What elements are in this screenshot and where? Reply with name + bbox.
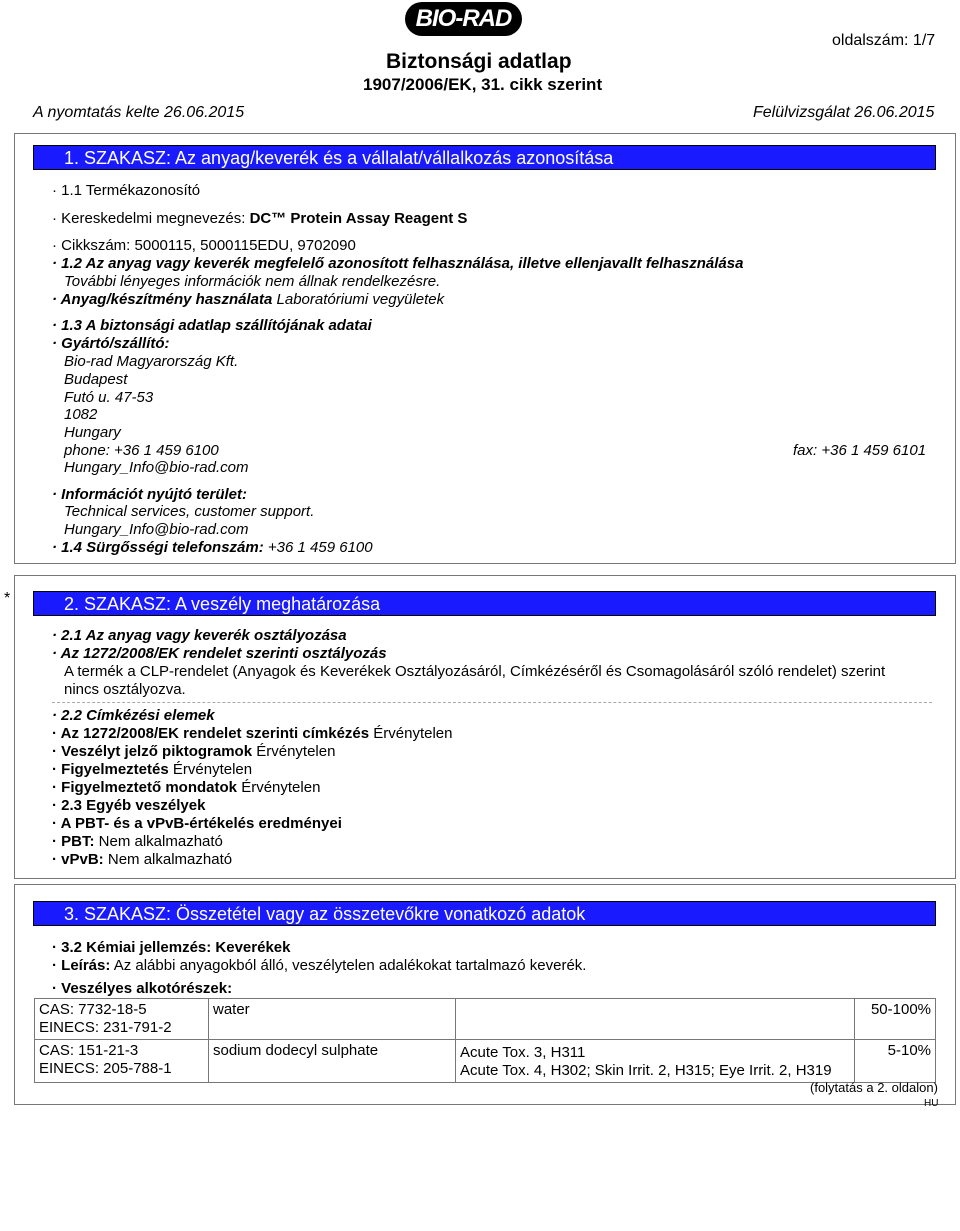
s1-address-company: Bio-rad Magyarország Kft.: [64, 353, 239, 370]
s2-classification: · 2.1 Az anyag vagy keverék osztályozása: [52, 627, 347, 644]
s1-address-country: Hungary: [64, 424, 121, 441]
s1-trade-name: [52, 210, 467, 228]
s1-address-zip: 1082: [64, 406, 98, 423]
s2-hazard-statements: · Figyelmeztető mondatok Érvénytelen: [52, 779, 321, 796]
s1-info-text: Technical services, customer support.: [64, 503, 315, 520]
trade-name-value: DC™ Protein Assay Reagent S: [249, 210, 468, 227]
continued-note: (folytatás a 2. oldalon): [810, 1080, 938, 1095]
language-code: HU: [924, 1098, 939, 1109]
s2-pictograms: · Veszélyt jelző piktogramok Érvénytelen: [52, 743, 336, 760]
s1-use-of-substance: [52, 291, 444, 309]
s1-phone: phone: +36 1 459 6100: [64, 442, 219, 459]
s2-other-hazards: · 2.3 Egyéb veszélyek: [52, 797, 206, 814]
s3-chemical-characterisation: · 3.2 Kémiai jellemzés: Keverékek: [52, 939, 291, 956]
s1-info-label: · Információt nyújtó terület:: [52, 486, 247, 503]
s1-address-street: Futó u. 47-53: [64, 389, 154, 406]
document-subtitle: 1907/2006/EK, 31. cikk szerint: [363, 75, 603, 94]
hazardous-components-table: [34, 998, 936, 1083]
article-number-label: · Cikkszám:: [52, 237, 131, 254]
s3-description: · Leírás: Az alábbi anyagokból álló, veszélytelen adalékokat tartalmazó keverék.: [52, 957, 587, 974]
s2-vpvb: · vPvB: Nem alkalmazható: [52, 851, 233, 868]
emergency-value: +36 1 459 6100: [267, 539, 373, 556]
s2-pbt: · PBT: Nem alkalmazható: [52, 833, 223, 850]
s1-emergency-phone: [52, 539, 373, 557]
s1-manufacturer-label: · Gyártó/szállító:: [52, 335, 170, 352]
s2-clp-text-cont: nincs osztályozva.: [64, 681, 186, 698]
s2-pbt-vpvb: · A PBT- és a vPvB-értékelés eredményei: [52, 815, 342, 832]
print-date: A nyomtatás kelte 26.06.2015: [33, 104, 245, 121]
table-row: CAS: 151-21-3 EINECS: 205-788-1 sodium dodecyl sulphate Acute Tox. 3, H311 Acute Tox. 4, H302; Skin Irrit. 2, H315; Eye Irrit. 2, H319 5-10%: [35, 1040, 936, 1083]
document-title: Biztonsági adatlap: [386, 50, 572, 73]
s2-clp-text: A termék a CLP-rendelet (Anyagok és Keverékek Osztályozásáról, Címkézéséről és Csomagolásáról szóló rendelet) szerint: [64, 663, 886, 680]
s2-separator: [52, 702, 932, 703]
s2-clp-labelling: · Az 1272/2008/EK rendelet szerinti címkézés Érvénytelen: [52, 725, 453, 742]
s1-product-identifier: · 1.1 Termékazonosító: [52, 182, 201, 199]
s1-article-number: [52, 237, 356, 255]
s1-address-city: Budapest: [64, 371, 128, 388]
s1-supplier-details: · 1.3 A biztonsági adatlap szállítójának adatai: [52, 317, 372, 334]
s2-label-elements: · 2.2 Címkézési elemek: [52, 707, 215, 724]
s1-info-email: Hungary_Info@bio-rad.com: [64, 521, 249, 538]
s3-hazardous-components: · Veszélyes alkotórészek:: [52, 980, 233, 997]
s1-fax: fax: +36 1 459 6101: [793, 442, 927, 459]
article-number-value: 5000115, 5000115EDU, 9702090: [134, 237, 356, 254]
section-3-heading: 3. SZAKASZ: Összetétel vagy az összetevőkre vonatkozó adatok: [33, 901, 936, 926]
section-2-heading: 2. SZAKASZ: A veszély meghatározása: [33, 591, 936, 616]
table-row: CAS: 7732-18-5 EINECS: 231-791-2 water 50-100%: [35, 999, 936, 1040]
page-number: oldalszám: 1/7: [832, 32, 936, 49]
s1-uses: · 1.2 Az anyag vagy keverék megfelelő azonosított felhasználása, illetve ellenjavallt felhasználása: [52, 255, 744, 272]
trade-name-label: · Kereskedelmi megnevezés:: [52, 210, 246, 227]
use-value: Laboratóriumi vegyületek: [276, 291, 445, 308]
use-label: · Anyag/készítmény használata: [52, 291, 273, 308]
bio-rad-logo: [405, 2, 522, 36]
s1-uses-note: További lényeges információk nem állnak rendelkezésre.: [64, 273, 441, 290]
revision-date: Felülvizsgálat 26.06.2015: [753, 104, 935, 121]
logo-text: BIO-RAD: [415, 5, 512, 32]
s2-signal-word: · Figyelmeztetés Érvénytelen: [52, 761, 253, 778]
revision-marker: *: [4, 590, 11, 607]
section-1-heading: 1. SZAKASZ: Az anyag/keverék és a vállalat/vállalkozás azonosítása: [33, 145, 936, 170]
s1-email: Hungary_Info@bio-rad.com: [64, 459, 249, 476]
s2-clp-classification: · Az 1272/2008/EK rendelet szerinti osztályozás: [52, 645, 387, 662]
emergency-label: · 1.4 Sürgősségi telefonszám:: [52, 539, 264, 556]
